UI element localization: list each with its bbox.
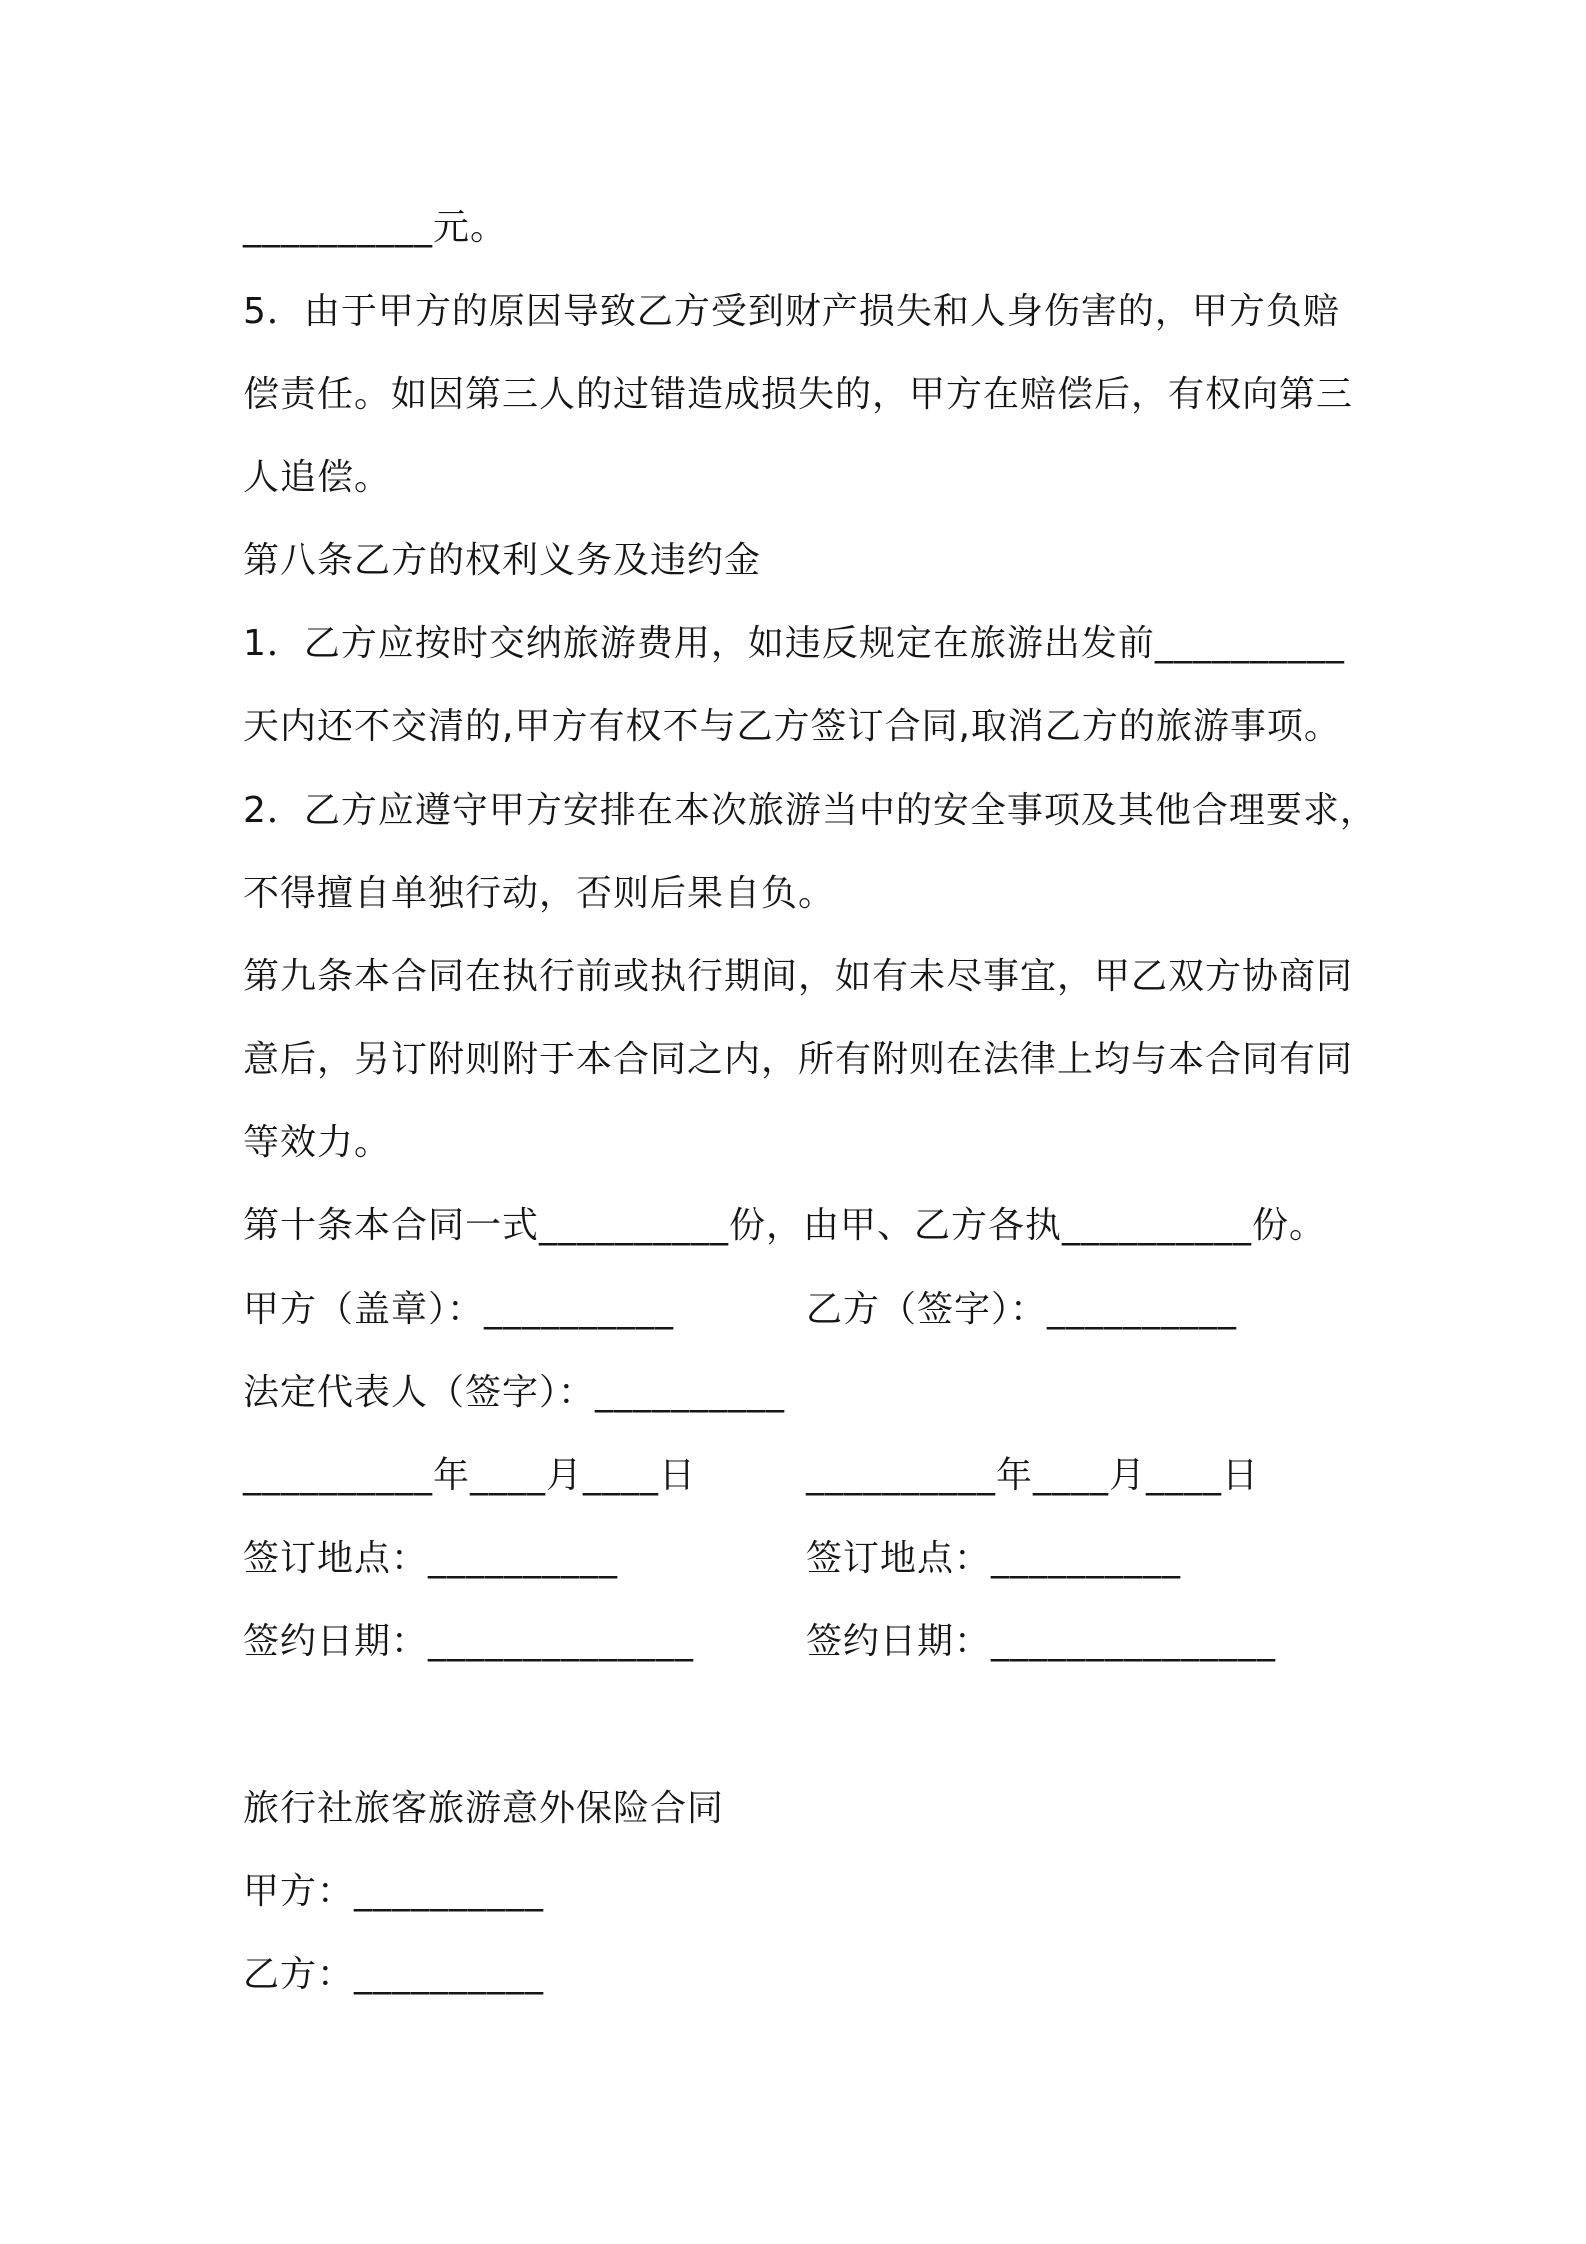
date-field-b: __________年____月____日 <box>806 1455 1259 1496</box>
party-a-field: 甲方：__________ <box>243 1871 545 1912</box>
text-line: 天内还不交清的,甲方有权不与乙方签订合同,取消乙方的旅游事项。 <box>243 706 1341 747</box>
text-line: 意后，另订附则附于本合同之内，所有附则在法律上均与本合同有同 <box>243 1039 1354 1080</box>
text-line: 等效力。 <box>243 1122 392 1163</box>
party-b-sign-field: 乙方（签字）：__________ <box>806 1289 1238 1330</box>
text-line: 不得擅自单独行动，否则后果自负。 <box>243 873 836 914</box>
date-field-a: __________年____月____日 <box>243 1455 696 1496</box>
text-line: 1．乙方应按时交纳旅游费用，如违反规定在旅游出发前__________ <box>243 623 1345 664</box>
section-heading: 第八条乙方的权利义务及违约金 <box>243 540 762 581</box>
text-line: 第十条本合同一式__________份，由甲、乙方各执__________份。 <box>243 1205 1327 1246</box>
text-line: 第九条本合同在执行前或执行期间，如有未尽事宜，甲乙双方协商同 <box>243 956 1354 997</box>
sign-place-field-a: 签订地点：__________ <box>243 1538 619 1579</box>
text-line: 5．由于甲方的原因导致乙方受到财产损失和人身伤害的，甲方负赔 <box>243 291 1340 332</box>
text-line: 人追偿。 <box>243 457 392 498</box>
sign-date-field-a: 签约日期：______________ <box>243 1621 695 1662</box>
text-line: 偿责任。如因第三人的过错造成损失的，甲方在赔偿后，有权向第三 <box>243 374 1354 415</box>
sign-date-field-b: 签约日期：_______________ <box>806 1621 1277 1662</box>
party-b-field: 乙方：__________ <box>243 1954 545 1995</box>
text-line: __________元。 <box>243 207 508 248</box>
party-a-seal-field: 甲方（盖章）：__________ <box>243 1289 675 1330</box>
legal-rep-sign-field: 法定代表人（签字）：__________ <box>243 1372 786 1413</box>
text-line: 2．乙方应遵守甲方安排在本次旅游当中的安全事项及其他合理要求， <box>243 790 1377 831</box>
contract-title: 旅行社旅客旅游意外保险合同 <box>243 1788 725 1829</box>
sign-place-field-b: 签订地点：__________ <box>806 1538 1182 1579</box>
